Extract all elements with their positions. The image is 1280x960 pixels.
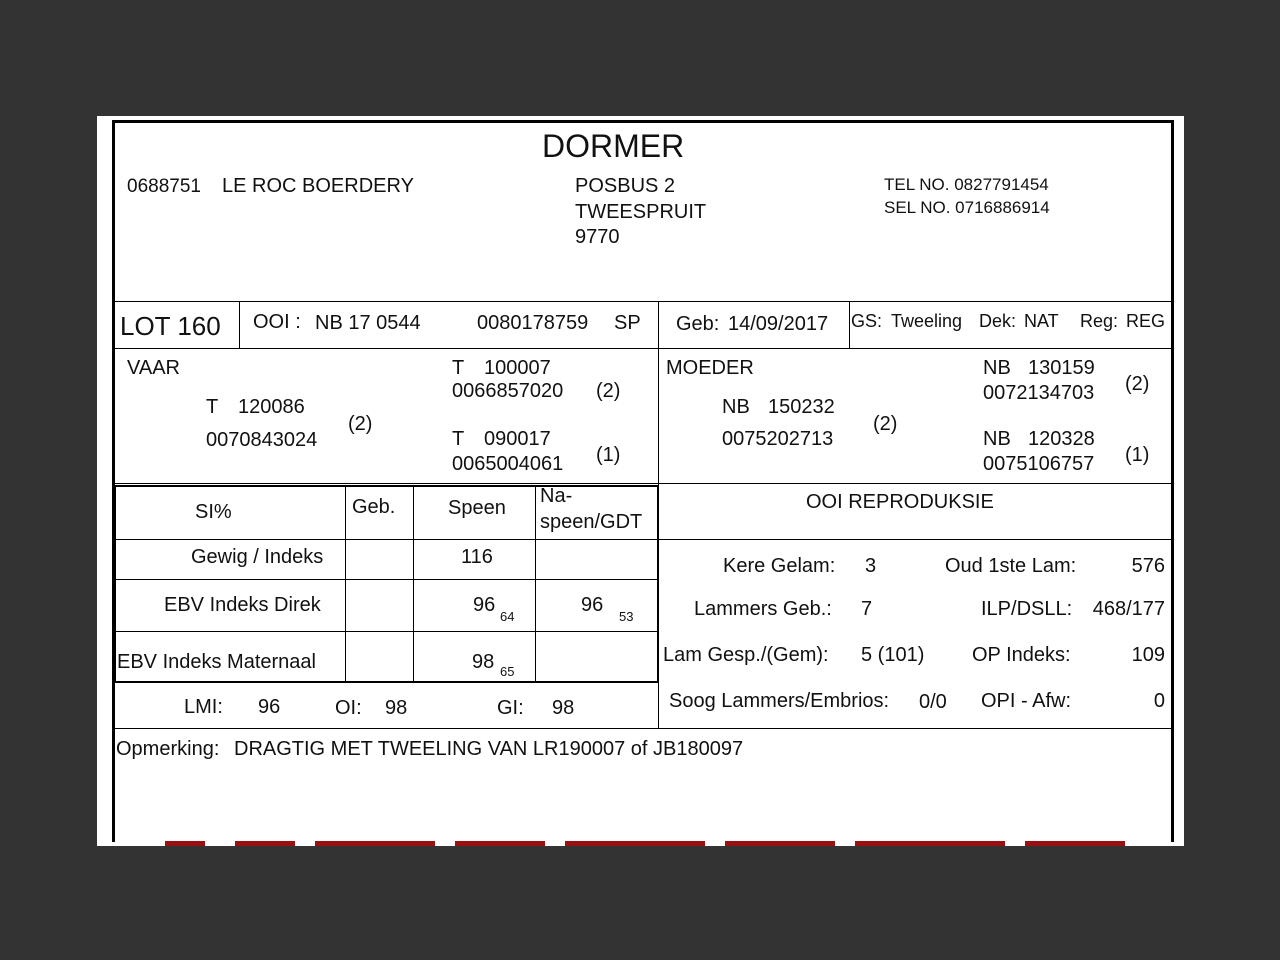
dek-label: Dek: xyxy=(979,311,1017,331)
owner-code: 0688751 xyxy=(127,176,201,197)
divider xyxy=(115,631,659,632)
kere-value: 3 xyxy=(865,555,877,577)
si-table-right xyxy=(657,485,659,683)
divider xyxy=(345,486,346,682)
si-header: SI% xyxy=(195,501,232,523)
naspeen-header-2: speen/GDT xyxy=(540,511,643,533)
moeder-label: MOEDER xyxy=(666,357,754,379)
tel-number: TEL NO. 0827791454 xyxy=(884,175,1049,194)
oi-value: 98 xyxy=(385,697,408,719)
si-table-top xyxy=(115,485,659,487)
sel-number: SEL NO. 0716886914 xyxy=(884,198,1050,217)
divider xyxy=(413,486,414,682)
oi-label: OI: xyxy=(335,697,362,719)
dek-value: NAT xyxy=(1024,311,1059,331)
speen-direk-accuracy: 64 xyxy=(500,609,515,624)
gesp-label: Lam Gesp./(Gem): xyxy=(663,644,829,666)
remark-text: DRAGTIG MET TWEELING VAN LR190007 of JB180097 xyxy=(234,738,744,760)
si-table-left xyxy=(114,485,116,683)
divider xyxy=(849,301,850,348)
vaar-id: 120086 xyxy=(238,396,305,418)
divider xyxy=(658,539,1173,540)
ooi-reg-number: 0080178759 xyxy=(477,312,589,334)
moeder-dam-number: 0075106757 xyxy=(983,453,1095,475)
lot-number: LOT 160 xyxy=(120,311,221,341)
geb-header: Geb. xyxy=(352,496,396,518)
vaar-dam-count: (1) xyxy=(596,444,621,466)
divider xyxy=(239,301,240,348)
naspeen-direk-accuracy: 53 xyxy=(619,609,634,624)
vaar-label: VAAR xyxy=(127,357,180,379)
kere-label: Kere Gelam: xyxy=(723,555,836,577)
vaar-prefix: T xyxy=(206,396,219,418)
ilp-label: ILP/DSLL: xyxy=(981,598,1073,620)
breed-title: DORMER xyxy=(542,128,685,164)
divider xyxy=(115,728,1173,729)
vaar-sire-number: 0066857020 xyxy=(452,380,564,402)
naspeen-header-1: Na- xyxy=(540,485,573,507)
gs-label: GS: xyxy=(851,311,883,331)
soog-value: 0/0 xyxy=(919,691,947,713)
speen-maternaal-value: 98 xyxy=(472,651,495,673)
row-label-ebv-direk: EBV Indeks Direk xyxy=(164,594,321,616)
gs-value: Tweeling xyxy=(891,311,963,331)
birth-date: 14/09/2017 xyxy=(728,313,829,335)
gi-value: 98 xyxy=(552,697,575,719)
speen-header: Speen xyxy=(448,497,506,519)
vaar-sire-prefix: T xyxy=(452,357,465,379)
lammers-label: Lammers Geb.: xyxy=(694,598,832,620)
divider xyxy=(115,483,1173,484)
moeder-number: 0075202713 xyxy=(722,428,834,450)
opi-value: 0 xyxy=(1153,690,1165,712)
ooi-id: NB 17 0544 xyxy=(315,312,421,334)
divider xyxy=(115,579,659,580)
vaar-sire-id: 100007 xyxy=(484,357,551,379)
naspeen-direk-value: 96 xyxy=(581,594,604,616)
vaar-sire-count: (2) xyxy=(596,380,621,402)
address-line-1: POSBUS 2 xyxy=(575,175,676,197)
divider xyxy=(115,539,659,540)
divider xyxy=(115,301,1173,302)
reproduction-title: OOI REPRODUKSIE xyxy=(806,491,994,513)
row-label-ebv-maternaal: EBV Indeks Maternaal xyxy=(117,651,316,673)
moeder-prefix: NB xyxy=(722,396,750,418)
ooi-grade: SP xyxy=(614,312,641,334)
ilp-value: 468/177 xyxy=(1092,598,1165,620)
lot-card xyxy=(112,120,1174,842)
birth-label: Geb: xyxy=(676,313,720,335)
vaar-number: 0070843024 xyxy=(206,429,318,451)
address-line-2: TWEESPRUIT xyxy=(575,201,707,223)
owner-name: LE ROC BOERDERY xyxy=(222,175,414,197)
si-table-bottom xyxy=(115,681,659,683)
opi-label: OPI - Afw: xyxy=(981,690,1072,712)
row-label-gewig: Gewig / Indeks xyxy=(191,546,324,568)
gesp-value: 5 (101) xyxy=(861,644,925,666)
moeder-dam-count: (1) xyxy=(1125,444,1150,466)
op-value: 109 xyxy=(1131,644,1165,666)
oud-value: 576 xyxy=(1131,555,1165,577)
lmi-value: 96 xyxy=(258,696,281,718)
divider xyxy=(115,348,1173,349)
vaar-dam-prefix: T xyxy=(452,428,465,450)
reg-label: Reg: xyxy=(1080,311,1119,331)
lmi-label: LMI: xyxy=(184,696,223,718)
vaar-count: (2) xyxy=(348,413,373,435)
vaar-dam-id: 090017 xyxy=(484,428,551,450)
lammers-value: 7 xyxy=(861,598,873,620)
moeder-sire-count: (2) xyxy=(1125,373,1150,395)
clipped-footer-text xyxy=(165,841,1125,846)
moeder-sire-prefix: NB xyxy=(983,357,1011,379)
moeder-count: (2) xyxy=(873,413,898,435)
moeder-sire-number: 0072134703 xyxy=(983,382,1095,404)
moeder-dam-prefix: NB xyxy=(983,428,1011,450)
speen-direk-value: 96 xyxy=(473,594,496,616)
gi-label: GI: xyxy=(497,697,524,719)
speen-gewig-value: 116 xyxy=(461,546,493,568)
speen-maternaal-accuracy: 65 xyxy=(500,664,515,679)
moeder-id: 150232 xyxy=(768,396,835,418)
oud-label: Oud 1ste Lam: xyxy=(945,555,1077,577)
moeder-sire-id: 130159 xyxy=(1028,357,1095,379)
vaar-dam-number: 0065004061 xyxy=(452,453,564,475)
reg-value: REG xyxy=(1126,311,1166,331)
soog-label: Soog Lammers/Embrios: xyxy=(669,690,890,712)
divider xyxy=(535,486,536,682)
ooi-label: OOI : xyxy=(253,311,301,333)
remark-label: Opmerking: xyxy=(116,738,220,760)
address-line-3: 9770 xyxy=(575,226,620,248)
op-label: OP Indeks: xyxy=(972,644,1071,666)
moeder-dam-id: 120328 xyxy=(1028,428,1095,450)
